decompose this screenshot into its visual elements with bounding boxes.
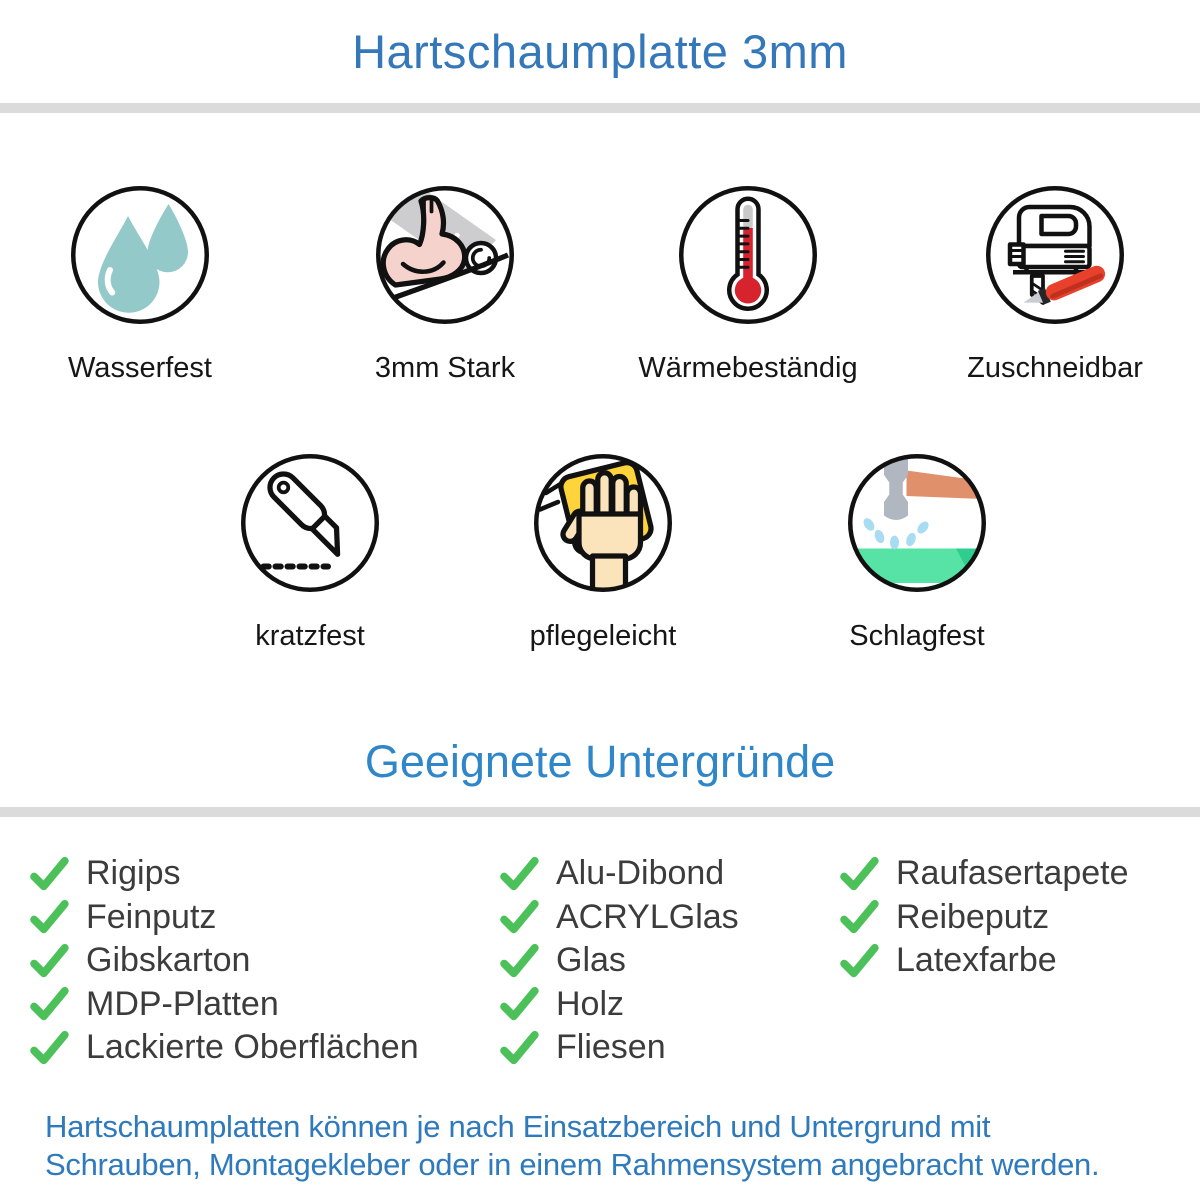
substrate-label: Gibskarton [86, 941, 251, 980]
feature-zuschneidbar [925, 180, 1185, 385]
checkmark-icon [838, 896, 880, 938]
hammer-icon [842, 448, 992, 598]
checkmark-icon [28, 853, 70, 895]
checkmark-icon [28, 1027, 70, 1069]
feature-label: 3mm Stark [374, 352, 516, 384]
substrate-label: Latexfarbe [896, 941, 1057, 980]
feature-label: Wärmebeständig [638, 352, 858, 384]
section-title-untergruende: Geeignete Untergründe [364, 736, 836, 787]
list-item [498, 983, 739, 1027]
list-item [28, 983, 419, 1027]
feature-label: Wasserfest [68, 352, 212, 384]
feature-wasserfest [10, 180, 270, 385]
list-item [28, 939, 419, 983]
substrates-column-3 [838, 852, 1129, 983]
feature-schlagfest [787, 448, 1047, 653]
water-drops-icon [65, 180, 215, 330]
jigsaw-icon [980, 180, 1130, 330]
strong-arm-icon [370, 180, 520, 330]
substrate-label: Raufasertapete [896, 854, 1129, 893]
feature-label: pflegeleicht [529, 620, 677, 652]
checkmark-icon [498, 983, 540, 1025]
feature-label: kratzfest [255, 620, 365, 652]
thermometer-icon [673, 180, 823, 330]
checkmark-icon [498, 1027, 540, 1069]
checkmark-icon [28, 940, 70, 982]
list-item [498, 1026, 739, 1070]
substrate-label: Lackierte Oberflächen [86, 1028, 419, 1067]
substrates-column-2 [498, 852, 739, 1070]
divider-top [0, 103, 1200, 113]
substrate-label: ACRYLGlas [556, 897, 739, 936]
checkmark-icon [498, 940, 540, 982]
feature-label: Schlagfest [849, 620, 985, 652]
list-item [28, 896, 419, 940]
list-item [498, 939, 739, 983]
list-item [498, 896, 739, 940]
list-item [838, 939, 1129, 983]
list-item [838, 852, 1129, 896]
mounting-note-line1: Hartschaumplatten können je nach Einsatzbereich und Untergrund mit [45, 1109, 991, 1144]
checkmark-icon [28, 983, 70, 1025]
substrate-label: Rigips [86, 854, 181, 893]
feature-kratzfest [180, 448, 440, 653]
substrate-label: Holz [556, 984, 625, 1023]
page-title: Hartschaumplatte 3mm [352, 25, 848, 78]
feature-pflegeleicht [473, 448, 733, 653]
checkmark-icon [838, 853, 880, 895]
substrate-label: MDP-Platten [86, 984, 279, 1023]
list-item [28, 852, 419, 896]
substrate-label: Alu-Dibond [556, 854, 725, 893]
checkmark-icon [498, 896, 540, 938]
substrates-column-1 [28, 852, 419, 1070]
cleaning-hand-icon [528, 448, 678, 598]
mounting-note-line2: Schrauben, Montagekleber oder in einem Rahmensystem angebracht werden. [45, 1147, 1100, 1182]
checkmark-icon [28, 896, 70, 938]
feature-3mm-stark [315, 180, 575, 385]
substrate-label: Feinputz [86, 897, 217, 936]
mounting-note [45, 1108, 1195, 1184]
list-item [838, 896, 1129, 940]
list-item [498, 852, 739, 896]
substrate-label: Glas [556, 941, 626, 980]
divider-middle [0, 807, 1200, 817]
feature-label: Zuschneidbar [967, 352, 1143, 384]
list-item [28, 1026, 419, 1070]
substrate-label: Fliesen [556, 1028, 666, 1067]
checkmark-icon [498, 853, 540, 895]
substrate-label: Reibeputz [896, 897, 1050, 936]
checkmark-icon [838, 940, 880, 982]
feature-waermebestaendig [618, 180, 878, 385]
utility-knife-icon [235, 448, 385, 598]
